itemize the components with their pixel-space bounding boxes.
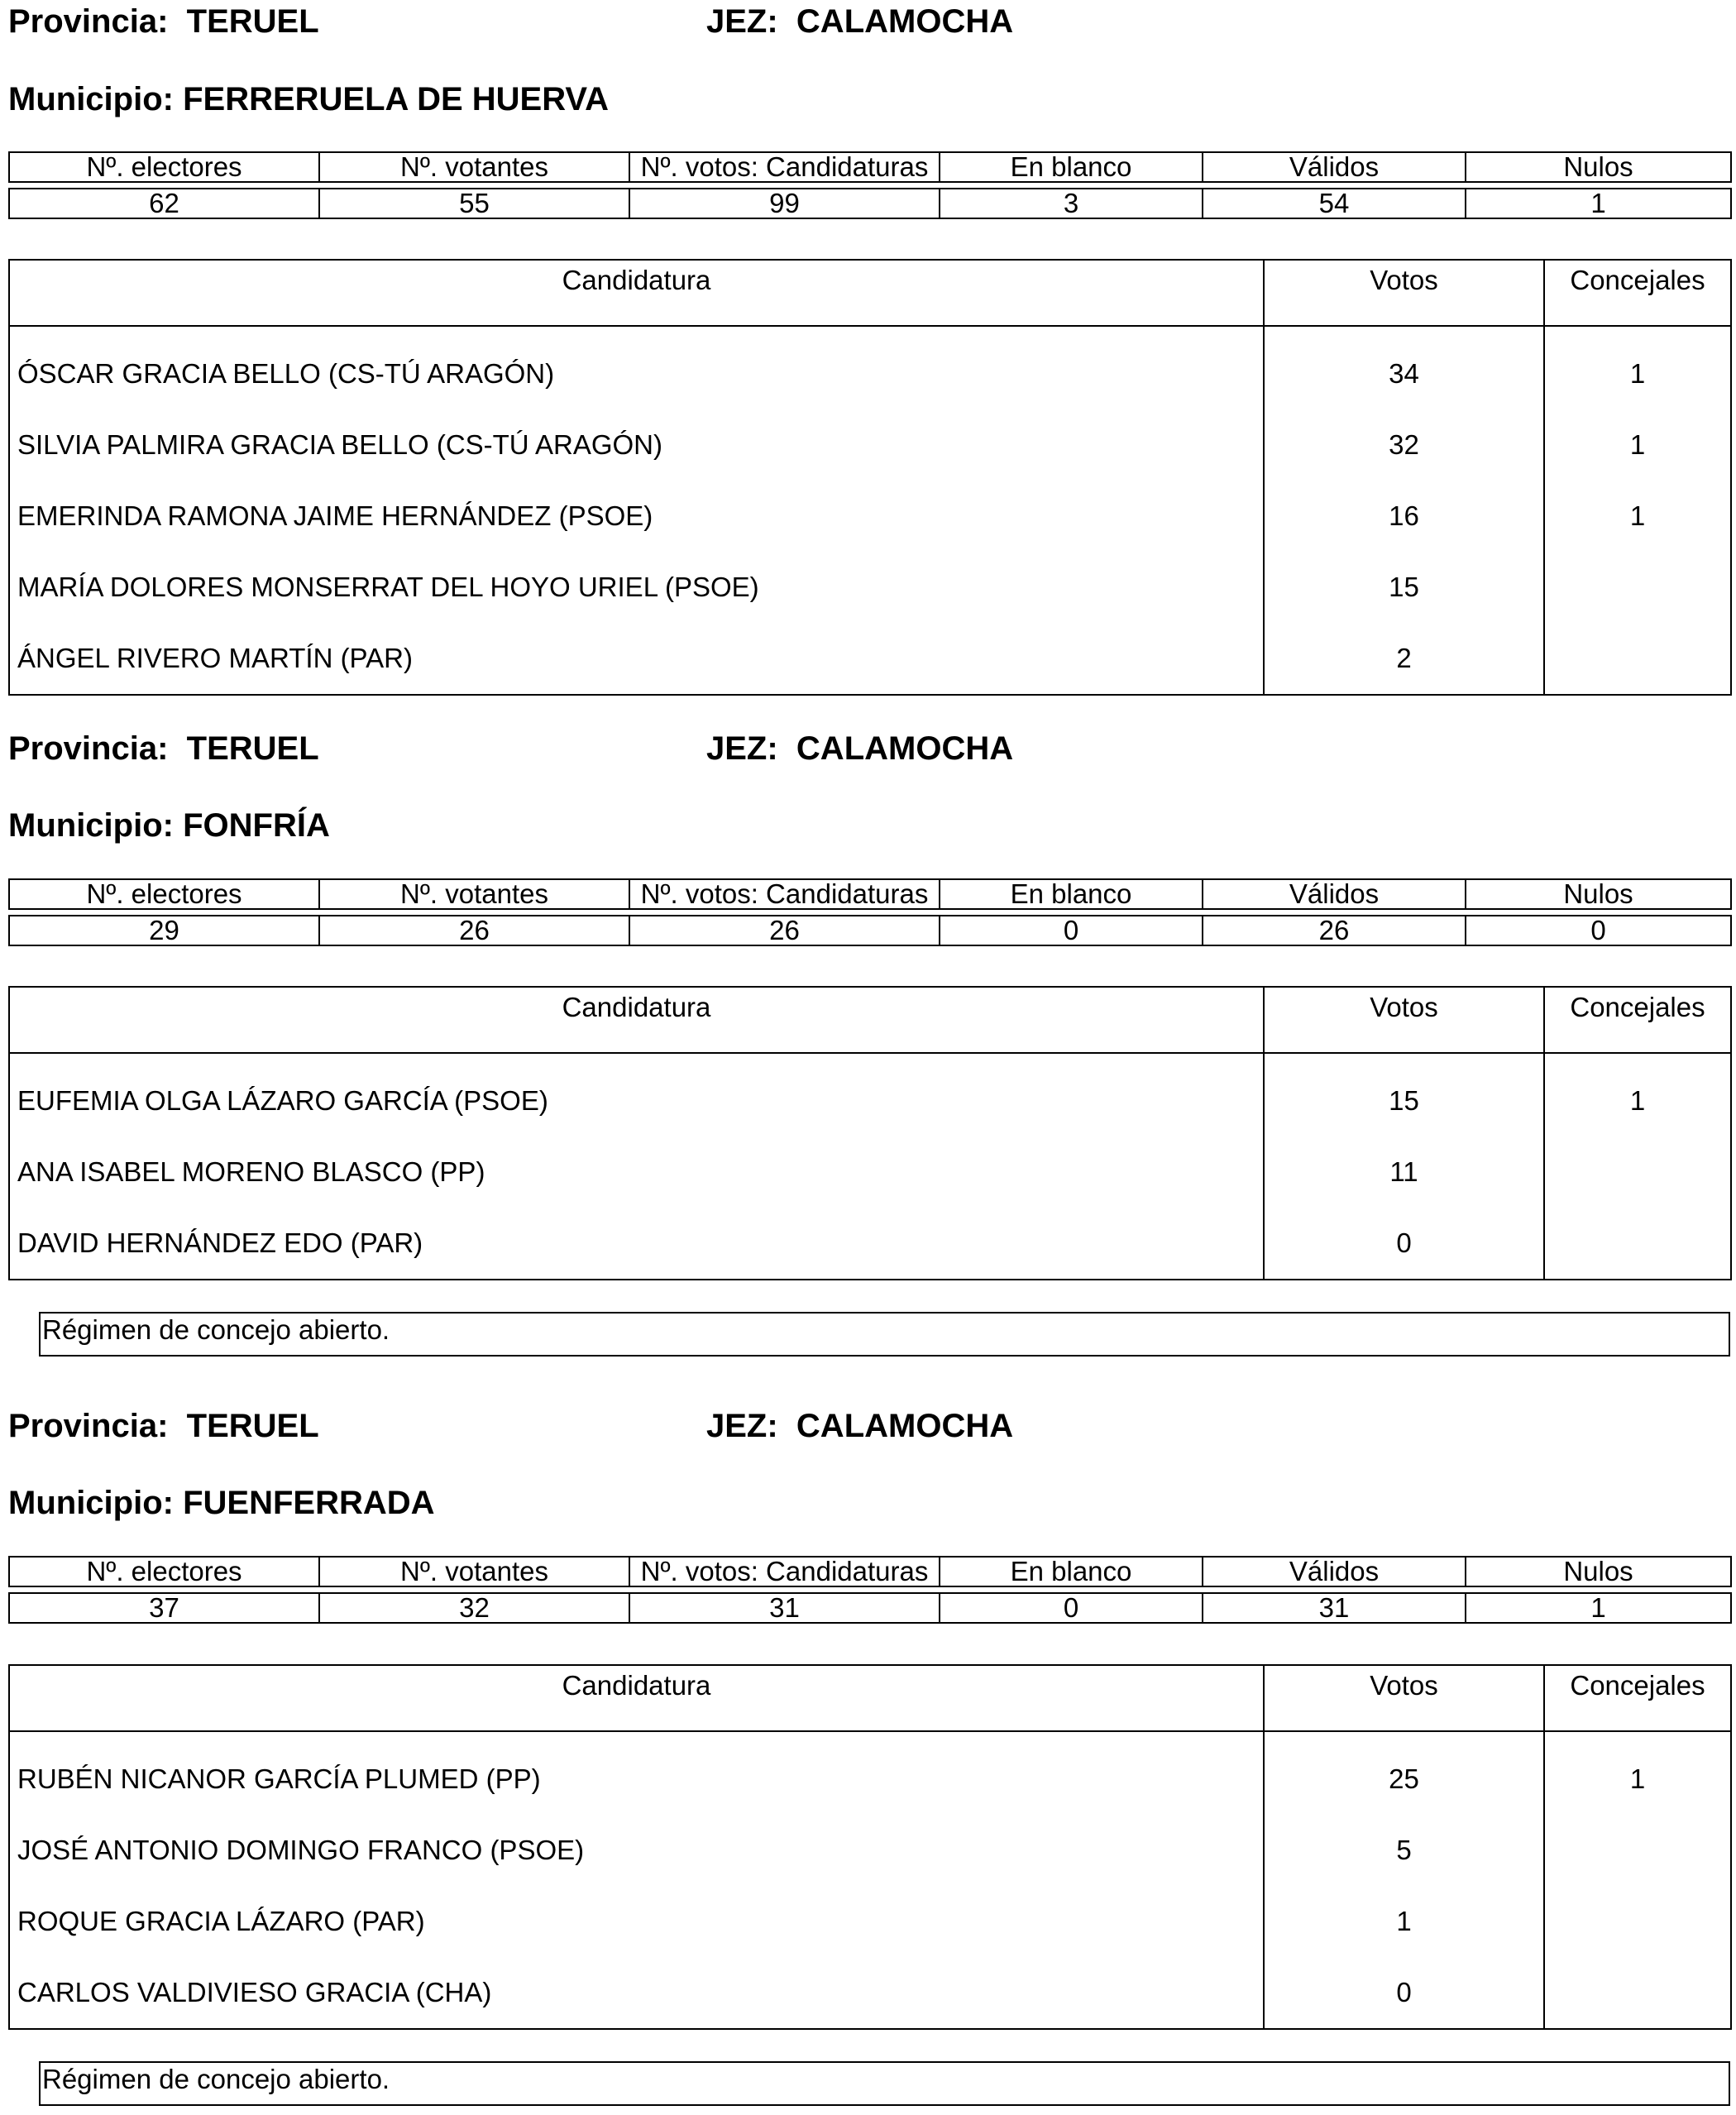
candidates-table	[8, 1664, 1732, 2030]
jez-value: CALAMOCHA	[796, 3, 1014, 40]
stat-header-electores: Nº. electores	[9, 1557, 319, 1586]
jez-value: CALAMOCHA	[796, 1408, 1014, 1444]
municipio-value: FUENFERRADA	[183, 1485, 435, 1521]
candidate-votos: 1	[1264, 1886, 1544, 1957]
provincia-label: Provincia:	[8, 1408, 169, 1444]
candidate-concejales	[1544, 1886, 1731, 1957]
candidate-name: ÓSCAR GRACIA BELLO (CS-TÚ ARAGÓN)	[9, 326, 1264, 409]
stat-votos-candidaturas: 31	[629, 1593, 940, 1623]
stat-en-blanco: 0	[940, 1593, 1203, 1623]
section-header	[8, 0, 1014, 43]
stat-electores: 29	[9, 916, 319, 945]
provincia-label: Provincia:	[8, 3, 169, 40]
candidate-name: ÁNGEL RIVERO MARTÍN (PAR)	[9, 623, 1264, 695]
municipio-label: Municipio:	[8, 1485, 174, 1521]
jez-label: JEZ:	[706, 1408, 778, 1444]
jez-label: JEZ:	[706, 3, 778, 40]
header-concejales: Concejales	[1544, 987, 1731, 1053]
candidate-concejales	[1544, 623, 1731, 695]
candidate-row	[9, 481, 1731, 552]
header-candidatura: Candidatura	[9, 1665, 1264, 1731]
candidate-row	[9, 1136, 1731, 1208]
candidates-table	[8, 986, 1732, 1280]
candidate-concejales	[1544, 1957, 1731, 2029]
header-candidatura: Candidatura	[9, 987, 1264, 1053]
candidate-row	[9, 326, 1731, 409]
stat-header-electores: Nº. electores	[9, 879, 319, 909]
regimen-note: Régimen de concejo abierto.	[39, 1312, 1730, 1357]
candidate-votos: 15	[1264, 552, 1544, 623]
stat-header-validos: Válidos	[1203, 879, 1466, 909]
stat-header-validos: Válidos	[1203, 1557, 1466, 1586]
candidate-concejales	[1544, 1815, 1731, 1886]
municipio-title	[8, 1481, 435, 1524]
candidate-row	[9, 1053, 1731, 1136]
candidate-name: MARÍA DOLORES MONSERRAT DEL HOYO URIEL (PSOE)	[9, 552, 1264, 623]
candidate-concejales: 1	[1544, 1053, 1731, 1136]
candidate-name: DAVID HERNÁNDEZ EDO (PAR)	[9, 1208, 1264, 1280]
candidate-row	[9, 409, 1731, 481]
provincia-label: Provincia:	[8, 730, 169, 767]
header-votos: Votos	[1264, 260, 1544, 326]
candidate-concejales: 1	[1544, 481, 1731, 552]
provincia-value: TERUEL	[186, 1408, 319, 1444]
stats-table	[8, 1556, 1732, 1624]
stat-header-en-blanco: En blanco	[940, 879, 1203, 909]
candidate-row	[9, 623, 1731, 695]
stat-votantes: 26	[319, 916, 629, 945]
stat-header-votantes: Nº. votantes	[319, 152, 629, 182]
stat-electores: 62	[9, 189, 319, 218]
jez-value: CALAMOCHA	[796, 730, 1014, 767]
stat-header-votos-candidaturas: Nº. votos: Candidaturas	[629, 152, 940, 182]
candidates-header-row	[9, 1665, 1731, 1731]
candidate-votos: 5	[1264, 1815, 1544, 1886]
stat-en-blanco: 3	[940, 189, 1203, 218]
stat-nulos: 0	[1466, 916, 1731, 945]
stat-nulos: 1	[1466, 1593, 1731, 1623]
stat-header-votantes: Nº. votantes	[319, 879, 629, 909]
stat-header-votantes: Nº. votantes	[319, 1557, 629, 1586]
stat-validos: 31	[1203, 1593, 1466, 1623]
candidate-row	[9, 1815, 1731, 1886]
stat-header-en-blanco: En blanco	[940, 152, 1203, 182]
candidate-name: ANA ISABEL MORENO BLASCO (PP)	[9, 1136, 1264, 1208]
stat-header-votos-candidaturas: Nº. votos: Candidaturas	[629, 879, 940, 909]
candidate-row	[9, 1957, 1731, 2029]
stat-header-electores: Nº. electores	[9, 152, 319, 182]
candidate-concejales	[1544, 1208, 1731, 1280]
section-header	[8, 727, 1014, 770]
candidate-name: CARLOS VALDIVIESO GRACIA (CHA)	[9, 1957, 1264, 2029]
municipio-label: Municipio:	[8, 81, 174, 117]
municipio-title	[8, 804, 330, 847]
stat-header-nulos: Nulos	[1466, 1557, 1731, 1586]
header-votos: Votos	[1264, 1665, 1544, 1731]
header-concejales: Concejales	[1544, 1665, 1731, 1731]
candidate-name: SILVIA PALMIRA GRACIA BELLO (CS-TÚ ARAGÓN)	[9, 409, 1264, 481]
header-concejales: Concejales	[1544, 260, 1731, 326]
candidate-votos: 0	[1264, 1208, 1544, 1280]
candidate-votos: 0	[1264, 1957, 1544, 2029]
stats-header-row	[9, 879, 1731, 909]
candidate-concejales	[1544, 552, 1731, 623]
candidate-votos: 15	[1264, 1053, 1544, 1136]
stat-validos: 54	[1203, 189, 1466, 218]
candidate-votos: 32	[1264, 409, 1544, 481]
jez-label: JEZ:	[706, 730, 778, 767]
stat-header-validos: Válidos	[1203, 152, 1466, 182]
stats-header-row	[9, 152, 1731, 182]
candidate-concejales: 1	[1544, 409, 1731, 481]
municipio-label: Municipio:	[8, 807, 174, 844]
candidates-header-row	[9, 260, 1731, 326]
stats-value-row	[9, 189, 1731, 218]
provincia-value: TERUEL	[186, 730, 319, 767]
candidate-row	[9, 1886, 1731, 1957]
stat-electores: 37	[9, 1593, 319, 1623]
provincia-value: TERUEL	[186, 3, 319, 40]
stats-value-row	[9, 916, 1731, 945]
stat-validos: 26	[1203, 916, 1466, 945]
stats-table	[8, 878, 1732, 946]
candidates-table	[8, 259, 1732, 696]
candidate-concejales: 1	[1544, 326, 1731, 409]
stats-value-row	[9, 1593, 1731, 1623]
municipio-value: FONFRÍA	[183, 807, 330, 844]
stats-table	[8, 151, 1732, 219]
header-votos: Votos	[1264, 987, 1544, 1053]
candidate-votos: 34	[1264, 326, 1544, 409]
candidate-name: RUBÉN NICANOR GARCÍA PLUMED (PP)	[9, 1731, 1264, 1815]
stat-votos-candidaturas: 99	[629, 189, 940, 218]
candidate-row	[9, 1208, 1731, 1280]
regimen-note: Régimen de concejo abierto.	[39, 2061, 1730, 2106]
candidate-votos: 16	[1264, 481, 1544, 552]
candidate-concejales	[1544, 1136, 1731, 1208]
candidate-name: JOSÉ ANTONIO DOMINGO FRANCO (PSOE)	[9, 1815, 1264, 1886]
candidate-concejales: 1	[1544, 1731, 1731, 1815]
stat-header-en-blanco: En blanco	[940, 1557, 1203, 1586]
candidate-row	[9, 552, 1731, 623]
stats-header-row	[9, 1557, 1731, 1586]
municipio-title	[8, 78, 609, 121]
stat-votantes: 32	[319, 1593, 629, 1623]
candidate-votos: 2	[1264, 623, 1544, 695]
stat-votantes: 55	[319, 189, 629, 218]
stat-en-blanco: 0	[940, 916, 1203, 945]
stat-votos-candidaturas: 26	[629, 916, 940, 945]
stat-header-nulos: Nulos	[1466, 879, 1731, 909]
candidate-name: EUFEMIA OLGA LÁZARO GARCÍA (PSOE)	[9, 1053, 1264, 1136]
municipio-value: FERRERUELA DE HUERVA	[183, 81, 609, 117]
stat-header-nulos: Nulos	[1466, 152, 1731, 182]
stat-nulos: 1	[1466, 189, 1731, 218]
candidate-row	[9, 1731, 1731, 1815]
candidate-name: EMERINDA RAMONA JAIME HERNÁNDEZ (PSOE)	[9, 481, 1264, 552]
candidate-name: ROQUE GRACIA LÁZARO (PAR)	[9, 1886, 1264, 1957]
candidate-votos: 11	[1264, 1136, 1544, 1208]
header-candidatura: Candidatura	[9, 260, 1264, 326]
candidates-header-row	[9, 987, 1731, 1053]
section-header	[8, 1404, 1014, 1447]
stat-header-votos-candidaturas: Nº. votos: Candidaturas	[629, 1557, 940, 1586]
candidate-votos: 25	[1264, 1731, 1544, 1815]
